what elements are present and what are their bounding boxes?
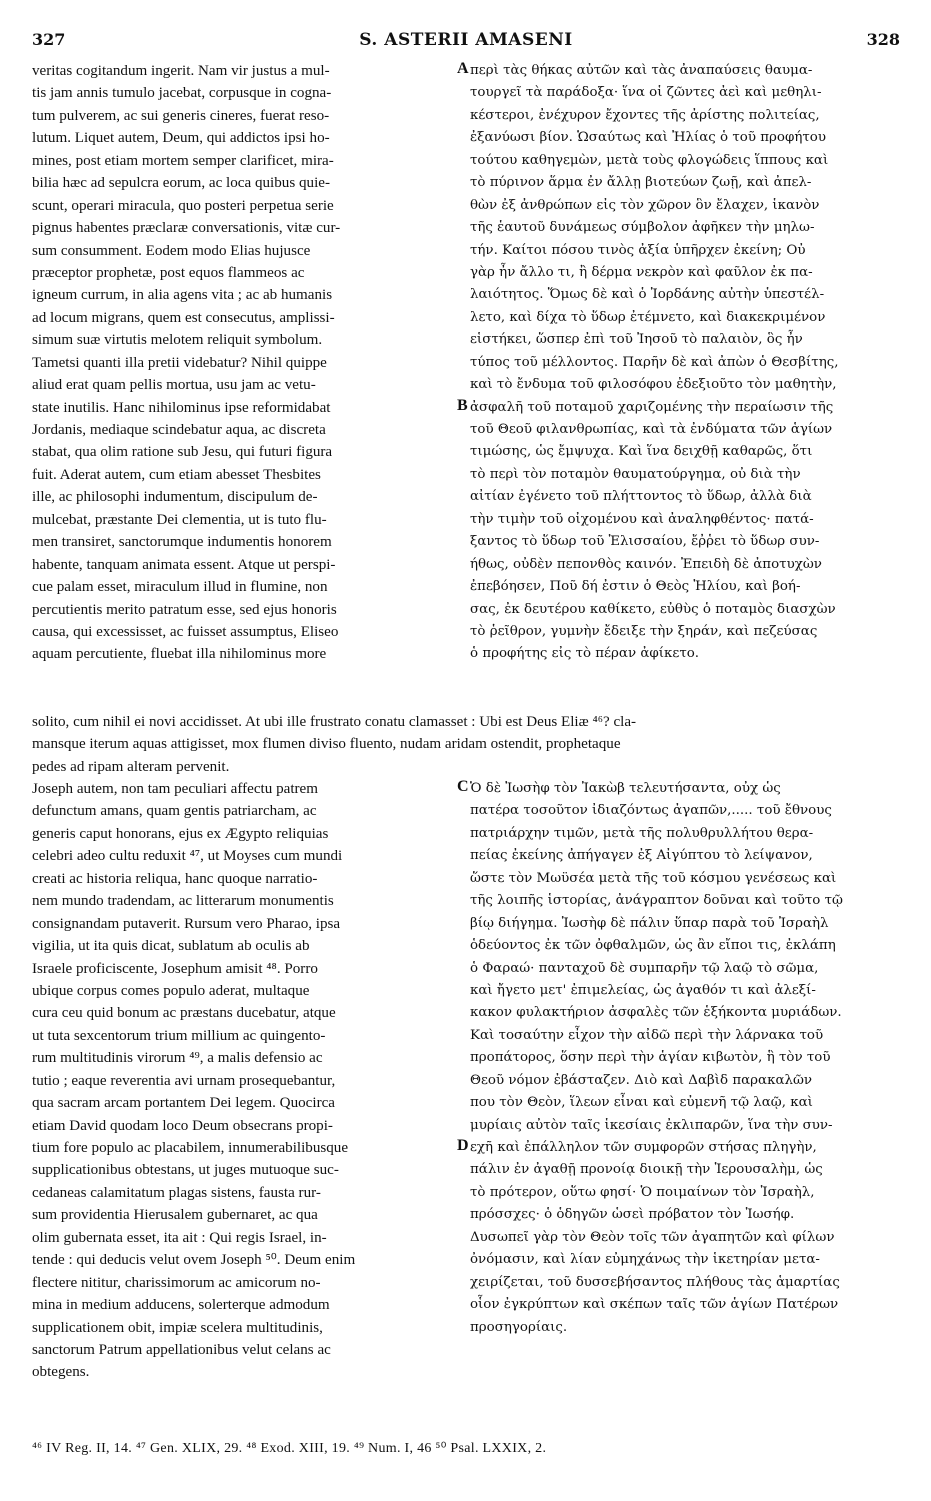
latin-line: nem mundo tradendam, ac litterarum monumentis [32, 893, 334, 910]
latin-line: scunt, operari miracula, quo posteri perpetua serie [32, 197, 334, 214]
latin-line: mina in medium adducens, solerterque admodum [32, 1297, 330, 1314]
greek-line: προσηγορίαις. [470, 1319, 568, 1335]
greek-line: πείας ἐκείνης ἀπήγαγεν ἐξ Αἰγύπτου τὸ λείψανον, [470, 848, 813, 864]
latin-line: cue palam esset, miraculum illud in flumine, non [32, 579, 328, 596]
latin-line: Israele proficiscente, Josephum amisit ⁴⁸. Porro [32, 960, 318, 977]
latin-line: consignandam putaverit. Rursum vero Pharao, ipsa [32, 915, 341, 932]
full-width-text [32, 711, 900, 778]
latin-line: creati ac historia reliqua, hanc quoque narratio- [32, 870, 318, 887]
latin-line: lutum. Liquet autem, Deum, qui addictos ipsi ho- [32, 130, 330, 147]
greek-line: τὴν τιμὴν τοῦ οἰχομένου καὶ ἀναληφθέντος· πατά- [470, 511, 814, 527]
margin-marker-a: A [457, 60, 469, 77]
greek-line: ἐξανύωσι βίον. Ὡσαύτως καὶ Ἠλίας ὁ τοῦ προφήτου [470, 130, 826, 146]
latin-line: defunctum amans, quam gentis patriarcham, ac [32, 803, 317, 820]
greek-line: Θεοῦ νόμον ἐβάσταζεν. Διὸ καὶ Δαβὶδ παρακαλῶν [470, 1072, 813, 1088]
greek-line: τῆς ἑαυτοῦ δυνάμεως σύμβολον ἀφῆκεν τὴν μηλω- [470, 220, 815, 236]
latin-line: tis jam annis tumulo jacebat, corpusque in cogna- [32, 85, 332, 102]
latin-line: mulcebat, præstante Dei clementia, ut is tuto flu- [32, 511, 327, 528]
latin-line: causa, qui excessisset, ac fuisset assumptus, Eliseo [32, 623, 339, 640]
latin-line: state inutilis. Hanc nihilominus ipse reformidabat [32, 399, 331, 416]
latin-column-top [32, 60, 457, 666]
greek-line: τὸ πύρινον ἅρμα ἐν ἄλλῃ βιοτεύων ζωῇ, καὶ ἀπελ- [470, 175, 812, 191]
greek-line: τὸ ῥεῖθρον, γυμνὴν ἔδειξε τὴν ξηράν, καὶ πεζεύσας [470, 623, 818, 639]
greek-line: οἷον ἐγκρύπτων καὶ σκέπων ταῖς τῶν ἁγίων Πατέρων [470, 1297, 839, 1313]
greek-line: ὥστε τὸν Μωϋσέα μετὰ τῆς τοῦ κόσμου γενέσεως καὶ [470, 870, 837, 886]
latin-line: obtegens. [32, 1364, 90, 1381]
latin-line: supplicationibus obtestans, ut juges mutuoque suc- [32, 1162, 339, 1179]
latin-line: sanctorum Patrum appellationibus velut celans ac [32, 1341, 331, 1358]
greek-line: σας, ἐκ δευτέρου καθίκετο, εὐθὺς ὁ ποταμὸς διασχὼν [470, 601, 836, 617]
greek-line: τύπος τοῦ μέλλοντος. Παρῆν δὲ καὶ ἀπὼν ὁ Θεσβίτης, [470, 354, 839, 370]
latin-line: cura ceu quid bonum ac præstans ducebatur, atque [32, 1005, 336, 1022]
running-title: S. ASTERII AMASENI [359, 30, 573, 50]
latin-line: ubique corpus comes populo aderat, multaque [32, 982, 310, 999]
latin-line: Joseph autem, non tam peculiari affectu patrem [32, 781, 318, 797]
page-number-right: 328 [866, 30, 900, 49]
latin-line: fuit. Aderat autem, cum etiam abesset Thesbites [32, 466, 321, 483]
latin-line: ad locum migrans, quem est consecutus, amplissi- [32, 309, 335, 326]
greek-line: προπάτορος, ὅσην περὶ τὴν ἁγίαν κιβωτὸν, ἣ τὸν τοῦ [470, 1050, 831, 1066]
latin-line: rum multitudinis virorum ⁴⁹, a malis defensio ac [32, 1050, 323, 1067]
margin-marker-c: C [457, 778, 469, 795]
greek-line: λετο, καὶ δίχα τὸ ὕδωρ ἐτέμνετο, καὶ διακεκριμένον [470, 309, 826, 325]
latin-line: men transiret, sanctorumque indumentis honorem [32, 534, 332, 551]
greek-line: τῆς λοιπῆς ἱστορίας, ἀνάγραπτον δοῦναι καὶ τοῦτο τῷ [470, 893, 843, 909]
greek-line: πρόσσχες· ὁ ὁδηγῶν ὡσεὶ πρόβατον τὸν Ἰωσήφ. [470, 1207, 795, 1223]
latin-line: habente, tanquam animata essent. Atque ut perspi- [32, 556, 336, 573]
greek-line: Δυσωπεῖ γὰρ τὸν Θεὸν τοῖς τῶν ἀγαπητῶν καὶ φίλων [470, 1229, 835, 1245]
greek-line: χειρίζεται, τοῦ δυσσεβήσαντος πλήθους τὰς ἁμαρτίας [470, 1274, 840, 1290]
greek-line: τιμώσης, ὡς ἔμψυχα. Καὶ ἵνα δειχθῇ καθαρῶς, ὅτι [470, 444, 813, 460]
greek-column-top [470, 60, 900, 666]
latin-line: Tametsi quanti illa pretii videbatur? Nihil quippe [32, 354, 327, 371]
greek-line: τὸ πρότερον, οὕτω φησί· Ὁ ποιμαίνων τὸν Ἰσραὴλ, [470, 1184, 815, 1200]
latin-line: mansque iterum aquas attigisset, mox flumen diviso fluento, nudam aridam ostendit, prophetaque [32, 736, 621, 753]
latin-line: tum pulverem, ac sui generis cineres, fuerat reso- [32, 107, 330, 124]
greek-line: πατριάρχην τιμῶν, μετὰ τῆς πολυθρυλλήτου θερα- [470, 825, 814, 841]
greek-line: ὀνόμασιν, καὶ λίαν εὐμηχάνως τὴν ἱκετηρίαν μετα- [470, 1252, 820, 1268]
greek-column-bottom [470, 778, 900, 1339]
greek-line: καὶ τὸ ἔνδυμα τοῦ φιλοσόφου ἐδεξιοῦτο τὸν μαθητὴν, [470, 377, 837, 393]
latin-line: veritas cogitandum ingerit. Nam vir justus a mul- [32, 63, 330, 79]
latin-line: præceptor prophetæ, post equos flammeos ac [32, 264, 305, 281]
greek-line: τὸ περὶ τὸν ποταμὸν θαυματούργημα, οὐ διὰ τὴν [470, 466, 801, 482]
latin-line: tende : qui deducis velut ovem Joseph ⁵⁰. Deum enim [32, 1252, 356, 1269]
latin-line: solito, cum nihil ei novi accidisset. At ubi ille frustrato conatu clamasset : Ubi est Deus Eliæ ⁴⁶? cla- [32, 714, 637, 730]
greek-line: πάλιν ἐν ἀγαθῇ προνοίᾳ διοικῇ τὴν Ἱερουσαλὴμ, ὡς [470, 1162, 823, 1178]
greek-line: Ὁ δὲ Ἰωσὴφ τὸν Ἰακὼβ τελευτήσαντα, οὐχ ὡς [470, 781, 781, 796]
greek-line: τοῦ Θεοῦ φιλανθρωπίας, καὶ τὰ ἐνδύματα τῶν ἁγίων [470, 422, 833, 437]
greek-line: τούτου καθηγεμὼν, μετὰ τοὺς φλογώδεις ἵππους καὶ [470, 152, 829, 168]
greek-line: ὁδεύοντος ἐκ τῶν ὀφθαλμῶν, ὡς ἂν εἴποι τις, ἐκλάπη [470, 938, 836, 954]
latin-line: ut tuta sexcentorum trium millium ac quingento- [32, 1027, 326, 1044]
greek-line: ἐπεβόησεν, Ποῦ δή ἐστιν ὁ Θεὸς Ἠλίου, καὶ βοή- [470, 579, 801, 595]
greek-line: εἱστήκει, ὥσπερ ἐπὶ τοῦ Ἰησοῦ τὸ παλαιὸν, ὃς ἦν [470, 332, 803, 348]
latin-line: tutio ; eaque reverentia avi urnam prosequebantur, [32, 1072, 336, 1089]
margin-marker-b: B [457, 397, 468, 414]
footnotes: ⁴⁶ IV Reg. II, 14. ⁴⁷ Gen. XLIX, 29. ⁴⁸ Exod. XIII, 19. ⁴⁹ Num. I, 46 ⁵⁰ Psal. LXXIX, 2. [32, 1441, 547, 1456]
latin-line: stabat, qua olim ratione sub Jesu, qui futuri figura [32, 444, 333, 461]
latin-line: qua sacram arcam portantem Dei legem. Quocirca [32, 1095, 335, 1112]
greek-line: ήθως, οὐδὲν πεπονθὸς καινόν. Ἐπειδὴ δὲ ἀποτυχὼν [470, 556, 822, 572]
page-header [32, 30, 900, 54]
greek-line: κέστεροι, ἐνέχυρον ἔχοντες τῆς ἀρίστης πολιτείας, [470, 107, 820, 123]
greek-line: τουργεῖ τὰ παράδοξα· ἵνα οἱ ζῶντες ἀεὶ καὶ μεθηλι- [470, 85, 822, 101]
latin-line: aliud erat quam pellis mortua, usu jam ac vetu- [32, 377, 316, 394]
latin-line: celebri adeo cultu reduxit ⁴⁷, ut Moyses cum mundi [32, 848, 343, 865]
latin-line: sum providentia Hierusalem gubernaret, ac qua [32, 1207, 318, 1224]
greek-line: θὼν ἐξ ἀνθρώπων εἰς τὸν χῶρον ὃν ἔλαχεν, ἱκανὸν [470, 197, 820, 213]
latin-line: vigilia, ut ita quis dicat, sublatum ab oculis ab [32, 938, 310, 955]
greek-line: λαιότητος. Ὅμως δὲ καὶ ὁ Ἰορδάνης αὐτὴν ὑπεστέλ- [470, 287, 825, 303]
latin-line: Jordanis, mediaque scindebatur aqua, ac discreta [32, 422, 326, 438]
greek-line: ὁ Φαραώ· πανταχοῦ δὲ συμπαρῆν τῷ λαῷ τὸ σῶμα, [470, 960, 819, 976]
latin-line: tium fore populo ac placabilem, innumerabilibusque [32, 1140, 349, 1156]
greek-line: που τὸν Θεὸν, ἵλεων εἶναι καὶ εὐμενῆ τῷ λαῷ, καὶ [470, 1095, 813, 1111]
latin-line: igneum currum, in alia agens vita ; ac ab humanis [32, 287, 333, 304]
latin-line: etiam David quodam loco Deum obsecrans propi- [32, 1117, 333, 1134]
greek-line: κακον φυλακτήριον ἀσφαλὲς τῶν ἑξήκοντα μυριάδων. [470, 1005, 842, 1021]
latin-line: pignus habentes præclaræ conversationis, vitæ cur- [32, 220, 341, 237]
latin-line: percutientis merito patratum esse, sed ejus honoris [32, 601, 337, 618]
latin-line: simum suæ virtutis melotem reliquit symbolum. [32, 332, 323, 349]
greek-line: ξαντος τὸ ὕδωρ τοῦ Ἐλισσαίου, ἔῤῥει τὸ ὕδωρ συν- [470, 534, 820, 550]
greek-line: πατέρα τοσοῦτον ἰδιαζόντως ἀγαπῶν,..... τοῦ ἔθνους [470, 803, 832, 819]
latin-line: ille, ac philosophi indumentum, discipulum de- [32, 489, 318, 506]
greek-line: αἰτίαν ἐγένετο τοῦ πλήττοντος τὸ ὕδωρ, ἀλλὰ διὰ [470, 489, 812, 505]
greek-line: περὶ τὰς θήκας αὐτῶν καὶ τὰς ἀναπαύσεις θαυμα- [470, 63, 813, 78]
greek-line: εχῆ καὶ ἐπάλληλον τῶν συμφορῶν στήσας πληγὴν, [470, 1140, 817, 1155]
latin-line: sum consumment. Eodem modo Elias hujusce [32, 242, 311, 259]
latin-column-bottom [32, 778, 457, 1384]
greek-line: γὰρ ἦν ἄλλο τι, ἢ δέρμα νεκρὸν καὶ φαῦλον ἐκ πα- [470, 264, 813, 280]
greek-line: Καὶ τοσαύτην εἶχον τὴν αἰδῶ περὶ τὴν λάρνακα τοῦ [470, 1027, 824, 1043]
latin-line: aquam percutiente, fluebat illa nihilominus more [32, 646, 327, 663]
greek-line: μυρίαις αὐτὸν ταῖς ἱκεσίαις ἐκλιπαρῶν, ἵνα τὴν συν- [470, 1117, 833, 1133]
latin-line: supplicationem obit, impiæ scelera multitudinis, [32, 1319, 323, 1336]
greek-line: βίῳ διήγημα. Ἰωσὴφ δὲ πάλιν ὕπαρ παρὰ τοῦ Ἰσραὴλ [470, 915, 829, 931]
latin-line: generis caput honorans, ejus ex Ægypto reliquias [32, 825, 329, 842]
latin-line: mines, post etiam mortem semper clarificet, mira- [32, 152, 334, 169]
page-number-left: 327 [32, 30, 66, 49]
latin-line: flectere nititur, charissimorum ac amicorum no- [32, 1274, 321, 1291]
latin-line: bilia hæc ad sepulcra eorum, ac loca quibus quie- [32, 175, 330, 192]
greek-line: καὶ ἤγετο μετ' ἐπιμελείας, ὡς ἀγαθόν τι καὶ ἀλεξί- [470, 982, 816, 998]
latin-line: pedes ad ripam alteram pervenit. [32, 758, 230, 775]
greek-line: ὁ προφήτης εἰς τὸ πέραν ἀφίκετο. [470, 646, 700, 662]
margin-marker-d: D [457, 1137, 469, 1154]
latin-line: olim gubernata esset, ita ait : Qui regis Israel, in- [32, 1229, 327, 1246]
greek-line: τήν. Καίτοι πόσου τινὸς ἀξία ὑπῆρχεν ἐκείνη; Οὐ [470, 242, 806, 258]
greek-line: ἀσφαλῆ τοῦ ποταμοῦ χαριζομένης τὴν περαίωσιν τῆς [470, 399, 834, 415]
latin-line: cedaneas calamitatum plagas sistens, fausta rur- [32, 1184, 321, 1201]
